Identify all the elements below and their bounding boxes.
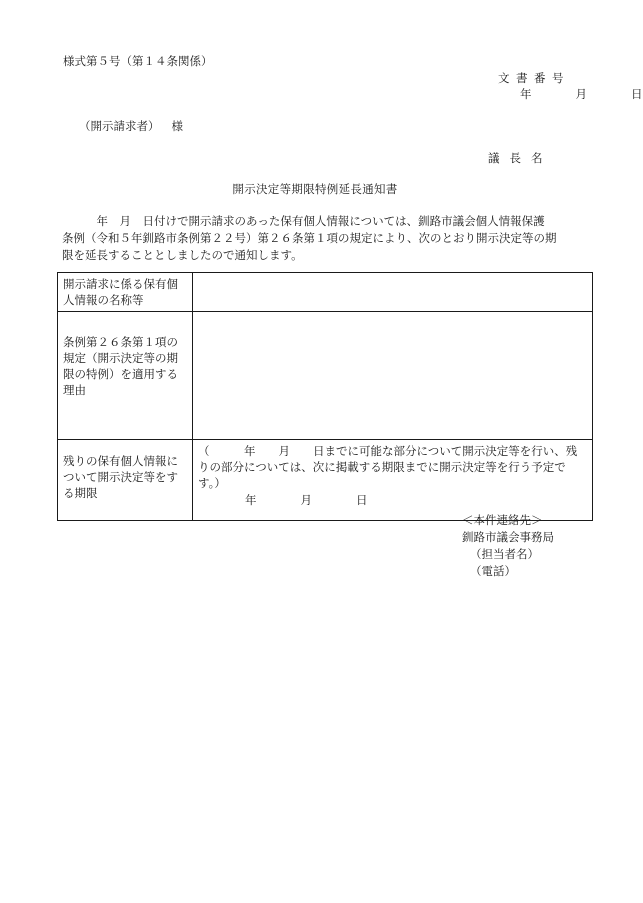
contact-block (462, 512, 554, 580)
label-line: 残りの保有個人情報に (63, 454, 178, 468)
value-line: （ 年 月 日までに可能な部分について開示決定等を行い、残 (198, 444, 578, 458)
label-line: 規定（開示決定等の期 (63, 351, 178, 365)
value-line: す。） (198, 476, 226, 490)
label-line: 人情報の名称等 (63, 293, 144, 307)
date-month: 月 (575, 87, 587, 101)
label-line: 理由 (63, 383, 86, 397)
deadline-year: 年 (245, 493, 257, 507)
deadline-date (198, 492, 587, 508)
label-line: 条例第２６条第１項の (63, 335, 178, 349)
body-line: 限を延長することとしましたので通知します。 (62, 248, 303, 262)
label-line: ついて開示決定等をす (63, 470, 178, 484)
document-number: 文書番号 (498, 71, 570, 85)
document-date (498, 86, 643, 102)
row-label (58, 440, 193, 521)
body-line: 年 月 日付けで開示請求のあった保有個人情報については、釧路市議会個人情報保護 (62, 214, 545, 228)
document-title: 開示決定等期限特例延長通知書 (232, 182, 398, 196)
requester-label: （開示請求者） (79, 119, 160, 133)
contact-heading: ＜本件連絡先＞ (462, 513, 543, 527)
label-line: る期限 (63, 486, 98, 500)
honorific: 様 (171, 119, 183, 133)
body-line: 条例（令和５年釧路市条例第２２号）第２６条第１項の規定により、次のとおり開示決定等の期 (62, 231, 557, 245)
row-label (58, 273, 193, 312)
table-row (58, 312, 593, 440)
deadline-day: 日 (356, 493, 368, 507)
form-number: 様式第５号（第１４条関係） (63, 54, 213, 68)
value-line: りの部分については、次に掲載する期限までに開示決定等を行う予定で (198, 460, 566, 474)
label-line: 限の特例）を適用する (63, 367, 178, 381)
date-day: 日 (631, 87, 643, 101)
info-table (57, 272, 593, 521)
date-year: 年 (520, 87, 532, 101)
label-line: 開示請求に係る保有個 (63, 277, 178, 291)
table-row (58, 273, 593, 312)
contact-person: （担当者名） (470, 547, 539, 561)
body-paragraph (62, 213, 592, 264)
deadline-month: 月 (300, 493, 312, 507)
recipient (79, 118, 183, 134)
contact-office: 釧路市議会事務局 (462, 530, 554, 544)
row-value (193, 273, 593, 312)
row-label (58, 312, 193, 440)
row-value (193, 312, 593, 440)
table-row (58, 440, 593, 521)
contact-phone: （電話） (470, 564, 516, 578)
row-value (193, 440, 593, 521)
issuer-chair-name: 議長名 (488, 151, 553, 165)
